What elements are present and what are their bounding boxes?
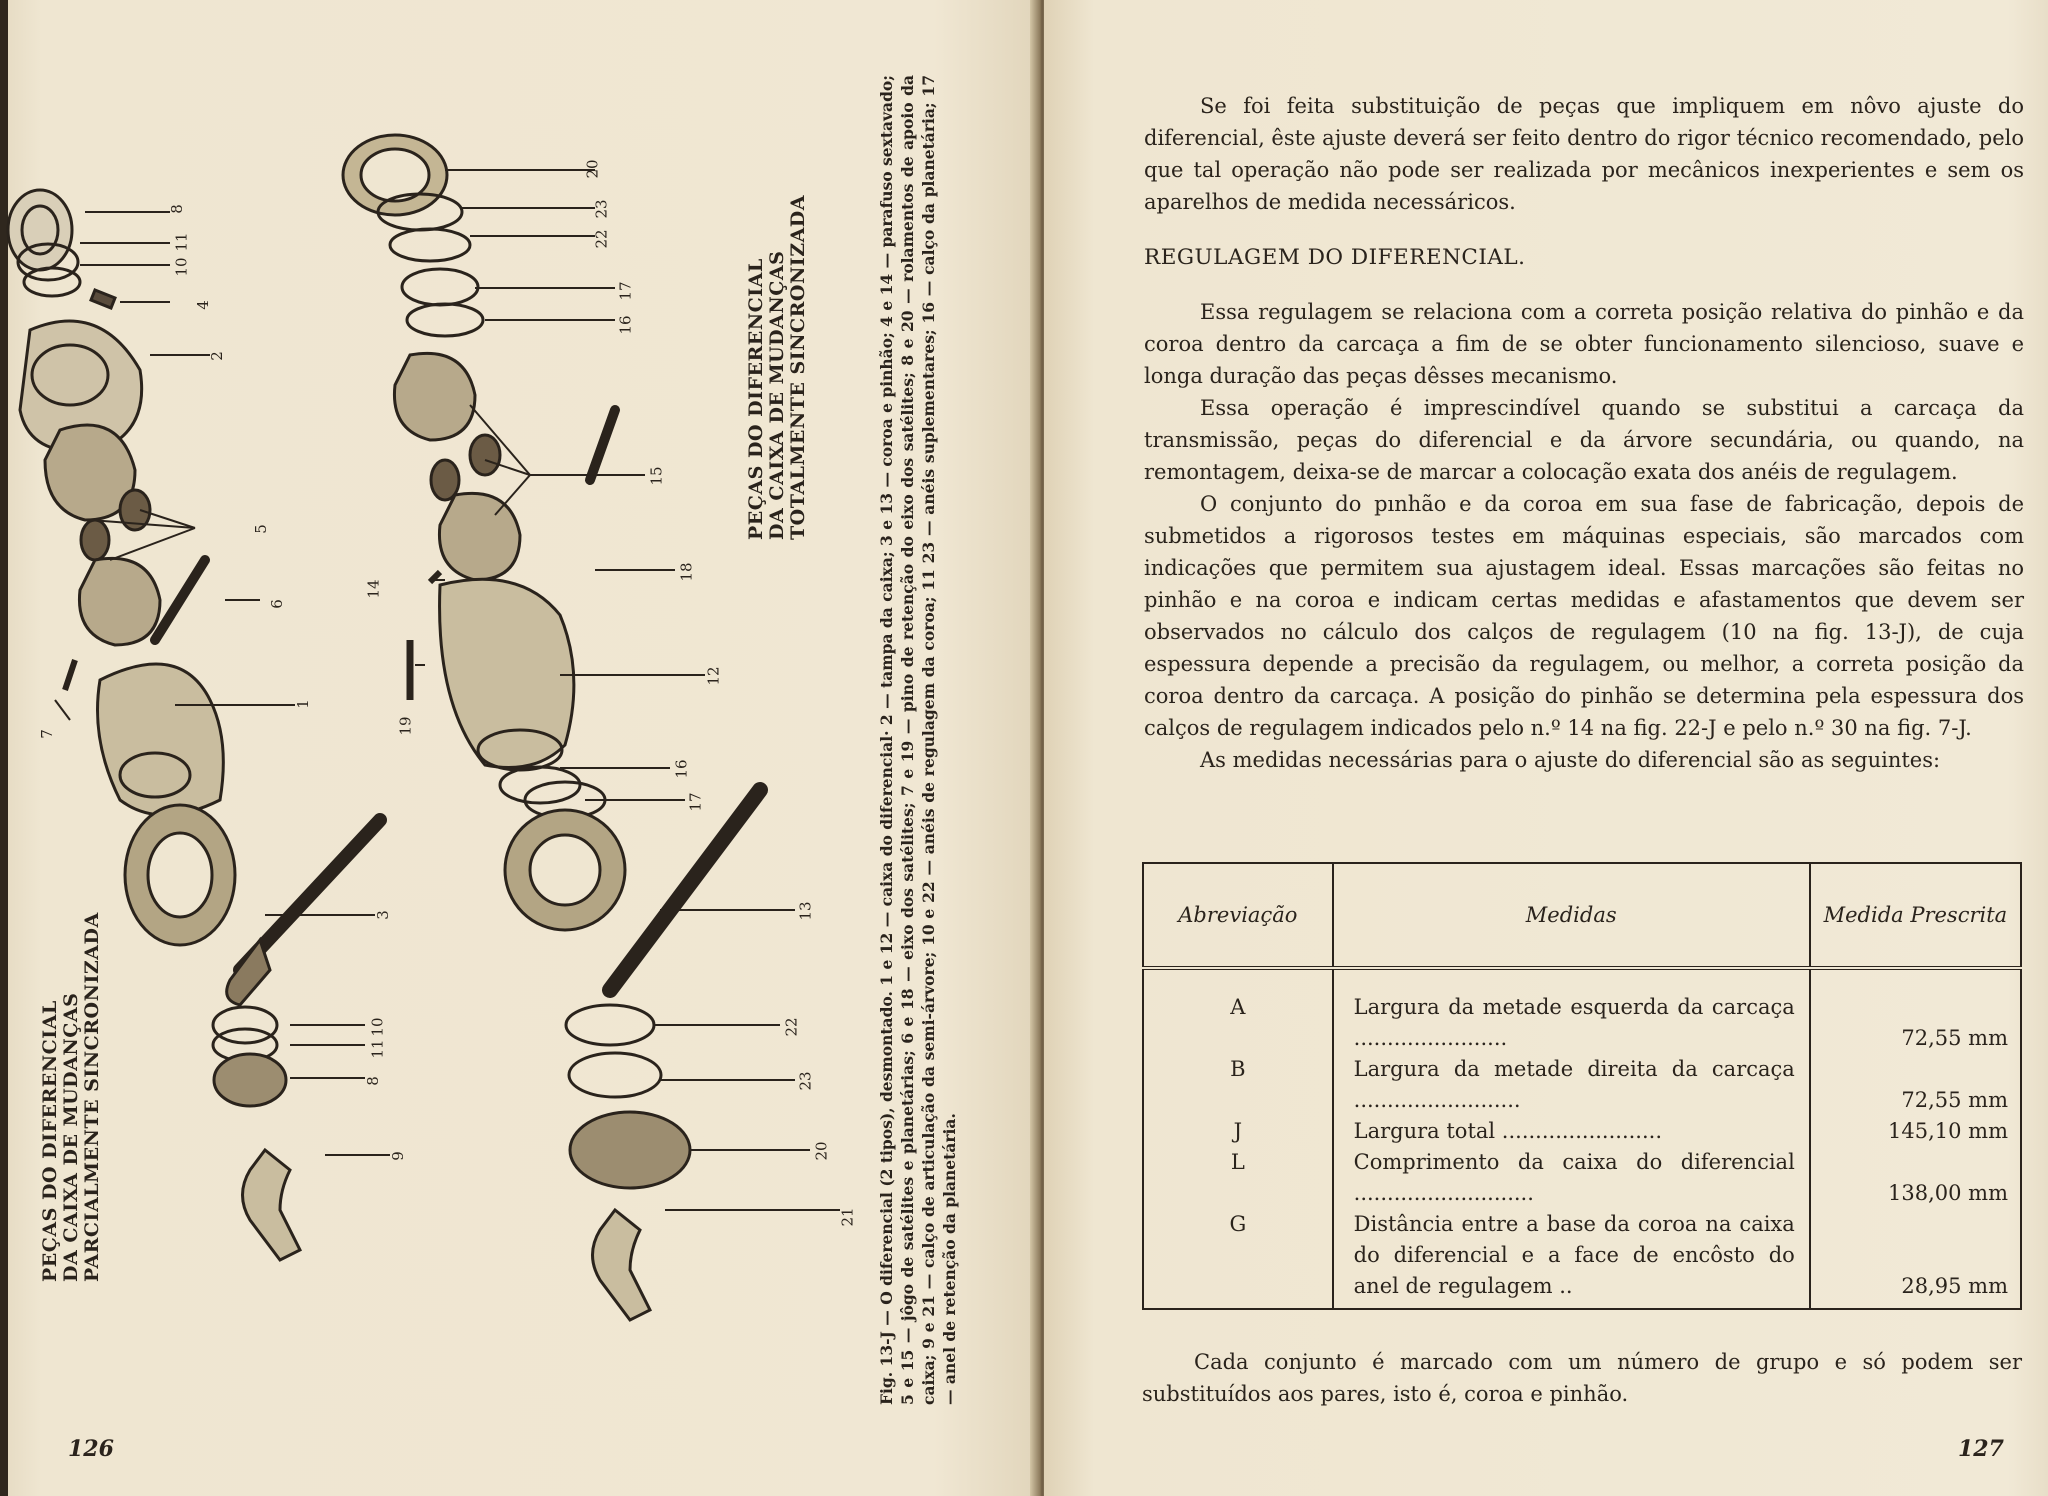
measure-g: Distância entre a base da coroa na caixa do diferencial e a face de encôsto do anel de regulagem .. [1353,1212,1795,1298]
table-body-row [1143,968,2021,1309]
callout-label: 18 [677,562,696,582]
intro-paragraph: Se foi feita substituição de peças que impliquem em nôvo ajuste do diferencial, êste ajuste deverá ser feito dentro do rigor técnico recomendado, pelo que tal operação não pode ser realizada por mecânicos inexperientes e sem os aparelhos de medida necessáricos. [1144,94,2024,214]
value-l: 138,00 mm [1888,1181,2008,1205]
title-line: DA CAIXA DE MUDANÇAS [60,992,82,1282]
callout-label: 7 [37,729,56,739]
callout-label: 19 [396,716,415,736]
callout-label: 3 [373,910,392,920]
measurements-table [1142,862,2022,1310]
paragraph-1: Essa regulagem se relaciona com a correta posição relativa do pinhão e da coroa dentro da carcaça a fim de se obter funcionamento silencioso, suave e longa duração das peças dêsses mecanismo. [1144,300,2024,388]
value-b: 72,55 mm [1901,1088,2008,1112]
callout-label: 6 [267,599,286,609]
figure-caption [876,75,960,1405]
measure-a: Largura da metade esquerda da carcaça ....................... [1353,995,1795,1050]
callout-label: 23 [592,199,611,219]
callout-label: 11 [172,232,191,252]
abbr-l: L [1230,1150,1245,1174]
callout-label: 22 [592,229,611,249]
closing-paragraph: Cada conjunto é marcado com um número de grupo e só podem ser substituídos aos pares, isto é, coroa e pinhão. [1142,1350,2022,1406]
page-number-right: 127 [1958,1436,2004,1462]
callout-label: 20 [812,1141,831,1161]
measure-j: Largura total ........................ [1353,1119,1663,1143]
callout-label: 8 [363,1076,382,1086]
paragraph-4: As medidas necessárias para o ajuste do diferencial são as seguintes: [1200,748,1941,772]
title-line: DA CAIXA DE MUDANÇAS [766,250,788,540]
section-heading: REGULAGEM DO DIFERENCIAL. [1144,245,1526,270]
callout-label: 14 [364,579,383,599]
title-total-sync [746,195,809,540]
abbr-b: B [1230,1057,1246,1081]
callout-label: 9 [388,1151,407,1161]
callout-label: 17 [686,792,705,812]
value-a: 72,55 mm [1901,1026,2008,1050]
column-header-measures: Medidas [1333,863,1810,968]
page-number-left: 126 [68,1436,114,1462]
callout-label: 8 [167,204,186,214]
title-line: TOTALMENTE SINCRONIZADA [787,194,809,540]
callout-label: 22 [782,1017,801,1037]
title-partial-sync [40,912,103,1282]
abbr-a: A [1230,995,1246,1019]
caption-label: Fig. 13-J [877,1331,896,1405]
paragraph-3: O conjunto do pınhão e da coroa em sua fase de fabricação, depois de submetidos a rigorosos testes em máquinas especiais, são marcados com indicações que permitem sua ajustagem ideal. Essas marcações são feitas no pinhão e na coroa e indicam certas medidas e afastamentos que devem ser observados no cálculo dos calços de regulagem (10 na fig. 13-J), de cuja espessura depende a precisão da regulagem, ou melhor, a correta posição da coroa dentro da carcaça. A posição do pinhão se determina pela espessura dos calços de regulagem indicados pelo n.º 14 na fig. 22-J e pelo n.º 30 na fig. 7-J. [1144,492,2024,740]
abbr-j: J [1233,1119,1243,1143]
abbreviation-cell [1143,968,1333,1309]
callout-label: 21 [838,1207,857,1227]
callout-label: 16 [616,315,635,335]
value-j: 145,10 mm [1888,1119,2008,1143]
title-line: PEÇAS DO DIFERENCIAL [39,1000,61,1282]
callout-label: 11 [368,1039,387,1059]
title-line: PARCIALMENTE SINCRONIZADA [81,912,103,1282]
callout-label: 10 [368,1017,387,1037]
column-header-abbreviation: Abreviação [1143,863,1333,968]
callout-label: 17 [616,281,635,301]
caption-text: — O diferencial (2 tipos), desmontado. 1 e 12 — caixa do diferencial· 2 — tampa da caixa; 3 e 13 — coroa e pinhão; 4 e 14 — parafuso sextavado; 5 e 15 — jôgo de satélites e planetárias; 6 e 18 — eixo dos satélites; 7 e 19 — pino de retenção do eixo dos satélites; 8 e 20 — rolamentos de apoio da caixa; 9 e 21 — calço de articulação da semi-árvore; 10 e 22 — anéis de regulagem da coroa; 11 23 — anéis suplementares; 16 — calço da planetária; 17 — anel de retenção da planetária. [877,75,959,1405]
callout-label: 23 [796,1071,815,1091]
callout-label: 12 [704,666,723,686]
right-text-column [1144,90,2024,776]
callout-label: 13 [796,901,815,921]
callout-label: 1 [293,699,312,709]
callout-label: 15 [647,466,666,486]
value-g: 28,95 mm [1901,1274,2008,1298]
prescribed-value-cell [1810,968,2021,1309]
table-header-row [1143,863,2021,968]
callout-label: 4 [193,300,212,310]
callout-label: 16 [672,759,691,779]
measure-b: Largura da metade direita da carcaça ......................... [1353,1057,1795,1112]
abbr-g: G [1229,1212,1247,1236]
callout-label: 20 [583,159,602,179]
callout-label: 10 [172,257,191,277]
measure-l: Comprimento da caixa do diferencial ........................... [1353,1150,1795,1205]
callout-label: 2 [207,351,226,361]
column-header-prescribed: Medida Prescrita [1810,863,2021,968]
paragraph-2: Essa operação é imprescindível quando se substitui a carcaça da transmissão, peças do diferencial e da árvore secundária, ou quando, na remontagem, deixa-se de marcar a colocação exata dos anéis de regulagem. [1144,396,2024,484]
measures-cell [1333,968,1810,1309]
callout-label: 5 [251,524,270,534]
title-line: PEÇAS DO DIFERENCIAL [745,258,767,540]
